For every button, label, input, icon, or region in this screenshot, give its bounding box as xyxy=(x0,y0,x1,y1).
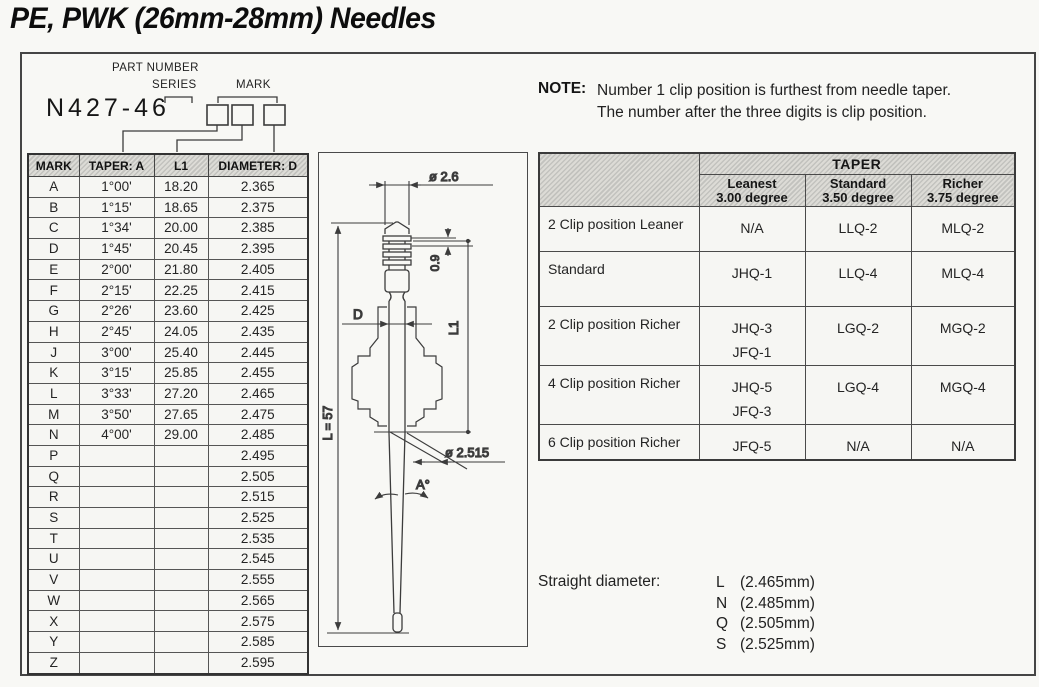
table-cell xyxy=(805,207,911,252)
table-cell xyxy=(154,508,208,529)
straight-diameter-label: Straight diameter: xyxy=(538,573,661,590)
needle-drawing xyxy=(318,152,528,647)
table-cell: 2.555 xyxy=(208,570,308,591)
table-cell: 2.495 xyxy=(208,445,308,466)
table-row xyxy=(28,466,308,487)
column-header xyxy=(805,175,911,207)
table-cell: 2.575 xyxy=(208,611,308,632)
table-cell xyxy=(699,252,805,307)
table-cell: 2°00' xyxy=(79,259,154,280)
table-cell: 27.20 xyxy=(154,383,208,404)
column-header: L1 xyxy=(154,154,208,177)
table-cell: 2.415 xyxy=(208,280,308,301)
table-cell: 23.60 xyxy=(154,301,208,322)
page-title: PE, PWK (26mm-28mm) Needles xyxy=(10,2,436,35)
table-cell xyxy=(805,252,911,307)
table-cell: P xyxy=(28,445,79,466)
table-row xyxy=(28,549,308,570)
table-row xyxy=(28,445,308,466)
cell-line: N/A xyxy=(951,438,975,454)
straight-diameter-entry xyxy=(716,614,815,635)
cell-line: JHQ-5 xyxy=(731,379,773,395)
table-row xyxy=(28,342,308,363)
table-cell xyxy=(911,252,1015,307)
dim-total-length-label: L = 57 xyxy=(321,405,335,441)
table-cell: X xyxy=(28,611,79,632)
dim-top-diameter xyxy=(369,181,493,225)
table-cell xyxy=(79,528,154,549)
straight-diameter-value: (2.505mm) xyxy=(740,615,815,632)
column-header xyxy=(911,175,1015,207)
straight-diameter-entry xyxy=(716,635,815,656)
dim-l1-label: L1 xyxy=(446,320,461,336)
table-row xyxy=(28,363,308,384)
table-cell: 20.45 xyxy=(154,239,208,260)
part-number-code: N427-46 xyxy=(46,94,170,122)
cell-line: JHQ-1 xyxy=(731,265,773,281)
needle-outline xyxy=(383,222,411,632)
table-cell: K xyxy=(28,363,79,384)
straight-diameter-mark: N xyxy=(716,594,728,612)
dim-taper-diameter-label: ø 2.515 xyxy=(445,445,490,460)
mark-label: MARK xyxy=(236,79,271,91)
table-cell: W xyxy=(28,590,79,611)
holder-outline xyxy=(352,307,442,426)
table-cell xyxy=(805,366,911,425)
table-cell: 2.475 xyxy=(208,404,308,425)
table-row xyxy=(28,528,308,549)
table-cell: 2.365 xyxy=(208,177,308,198)
table-row xyxy=(28,508,308,529)
column-header: MARK xyxy=(28,154,79,177)
table-cell xyxy=(154,570,208,591)
table-row xyxy=(28,259,308,280)
table-cell: 2.585 xyxy=(208,632,308,653)
table-row xyxy=(28,239,308,260)
table-cell xyxy=(699,425,805,461)
table-cell xyxy=(154,549,208,570)
table-cell: 1°15' xyxy=(79,197,154,218)
table-cell: 1°00' xyxy=(79,177,154,198)
cell-line: JHQ-3 xyxy=(731,320,773,336)
cell-line: MLQ-4 xyxy=(941,265,985,281)
table-cell xyxy=(154,611,208,632)
table-row xyxy=(28,425,308,446)
table-cell: 25.85 xyxy=(154,363,208,384)
table-cell: 2.515 xyxy=(208,487,308,508)
table-cell xyxy=(154,466,208,487)
column-header-line: Leanest xyxy=(727,175,777,191)
table-cell: 20.00 xyxy=(154,218,208,239)
cell-line: MGQ-4 xyxy=(939,379,986,395)
dim-angle-label: A° xyxy=(416,477,430,492)
table-cell: 22.25 xyxy=(154,280,208,301)
table-cell xyxy=(79,466,154,487)
table-cell: 1°45' xyxy=(79,239,154,260)
cell-line: N/A xyxy=(846,438,870,454)
mark-box-2 xyxy=(232,105,253,125)
table-cell: 3°00' xyxy=(79,342,154,363)
table-cell: A xyxy=(28,177,79,198)
table-row xyxy=(28,590,308,611)
cell-line: LLQ-2 xyxy=(838,220,878,236)
table-cell: 2°26' xyxy=(79,301,154,322)
taper-title-row xyxy=(539,153,1015,175)
table-cell: C xyxy=(28,218,79,239)
table-row xyxy=(28,570,308,591)
table-cell: D xyxy=(28,239,79,260)
column-header-line: Standard xyxy=(829,175,887,191)
series-label: SERIES xyxy=(152,79,197,91)
table-row xyxy=(28,301,308,322)
part-number-diagram xyxy=(20,52,320,156)
mark-box-1 xyxy=(207,105,228,125)
table-cell: Q xyxy=(28,466,79,487)
table-cell xyxy=(79,487,154,508)
connector-line-1 xyxy=(123,125,217,152)
table-row xyxy=(539,425,1015,461)
table-row xyxy=(28,383,308,404)
table-cell xyxy=(805,425,911,461)
table-cell xyxy=(154,590,208,611)
series-bracket xyxy=(165,97,192,103)
table-cell: R xyxy=(28,487,79,508)
table-row xyxy=(539,252,1015,307)
needle-table-body xyxy=(28,177,308,674)
table-cell: J xyxy=(28,342,79,363)
dim-angle xyxy=(375,493,428,499)
table-cell: 2.435 xyxy=(208,321,308,342)
table-row xyxy=(28,321,308,342)
needle-spec-table xyxy=(27,153,309,675)
table-cell xyxy=(79,590,154,611)
straight-diameter-mark: S xyxy=(716,635,727,653)
table-cell: 3°50' xyxy=(79,404,154,425)
column-header-line: 3.75 degree xyxy=(926,189,999,205)
table-cell: 21.80 xyxy=(154,259,208,280)
table-cell: 3°33' xyxy=(79,383,154,404)
table-cell: 2.445 xyxy=(208,342,308,363)
straight-diameter-value: (2.485mm) xyxy=(740,594,815,612)
table-cell xyxy=(699,366,805,425)
straight-diameter-value: (2.465mm) xyxy=(740,574,815,591)
table-cell: V xyxy=(28,570,79,591)
table-cell xyxy=(79,549,154,570)
table-cell xyxy=(699,307,805,366)
straight-diameter-entry xyxy=(716,594,815,615)
table-cell xyxy=(154,632,208,653)
table-row xyxy=(28,611,308,632)
table-cell xyxy=(154,528,208,549)
table-cell: 2.465 xyxy=(208,383,308,404)
table-cell xyxy=(79,611,154,632)
dim-groove-pitch-label: 0.9 xyxy=(428,254,442,272)
table-row xyxy=(28,487,308,508)
table-cell: E xyxy=(28,259,79,280)
table-row xyxy=(28,218,308,239)
table-cell: 18.20 xyxy=(154,177,208,198)
table-cell xyxy=(154,445,208,466)
note-text xyxy=(597,80,1027,124)
table-cell: 2.425 xyxy=(208,301,308,322)
column-header: DIAMETER: D xyxy=(208,154,308,177)
cell-line: N/A xyxy=(740,220,764,236)
table-row xyxy=(539,307,1015,366)
table-row xyxy=(28,177,308,198)
table-cell: 2.565 xyxy=(208,590,308,611)
table-cell: M xyxy=(28,404,79,425)
table-row xyxy=(539,207,1015,252)
table-cell: L xyxy=(28,383,79,404)
row-label: Standard xyxy=(539,252,699,307)
table-cell xyxy=(911,366,1015,425)
part-number-label: PART NUMBER xyxy=(112,62,199,74)
mark-box-3 xyxy=(264,105,285,125)
taper-table-body xyxy=(539,207,1015,461)
cell-line: JFQ-1 xyxy=(732,344,772,360)
table-row xyxy=(28,404,308,425)
table-cell: 2.595 xyxy=(208,652,308,673)
table-cell: 24.05 xyxy=(154,321,208,342)
table-cell: 2.535 xyxy=(208,528,308,549)
table-cell xyxy=(79,632,154,653)
cell-line: LLQ-4 xyxy=(838,265,878,281)
row-label: 2 Clip position Richer xyxy=(539,307,699,366)
table-cell: 2.405 xyxy=(208,259,308,280)
dim-groove-pitch xyxy=(411,228,473,256)
table-cell xyxy=(79,570,154,591)
note-label: NOTE: xyxy=(538,80,587,97)
table-cell xyxy=(79,652,154,673)
straight-diameter-mark: Q xyxy=(716,615,729,632)
table-row xyxy=(28,632,308,653)
table-cell: 29.00 xyxy=(154,425,208,446)
cell-line: JFQ-5 xyxy=(732,438,772,454)
table-cell: 3°15' xyxy=(79,363,154,384)
column-header: TAPER: A xyxy=(79,154,154,177)
table-cell xyxy=(911,425,1015,461)
table-cell: S xyxy=(28,508,79,529)
column-header-line: 3.50 degree xyxy=(822,189,894,205)
table-cell: 2.525 xyxy=(208,508,308,529)
table-cell: 2.485 xyxy=(208,425,308,446)
note-line-1: Number 1 clip position is furthest from needle taper. xyxy=(597,82,952,99)
table-cell xyxy=(154,652,208,673)
table-cell: Y xyxy=(28,632,79,653)
cell-line: LGQ-4 xyxy=(836,379,879,395)
cell-line: MLQ-2 xyxy=(941,220,985,236)
table-cell xyxy=(154,487,208,508)
table-cell: 4°00' xyxy=(79,425,154,446)
dim-d-label: D xyxy=(353,307,363,322)
table-cell: T xyxy=(28,528,79,549)
table-row xyxy=(28,197,308,218)
table-cell: 25.40 xyxy=(154,342,208,363)
table-cell: 27.65 xyxy=(154,404,208,425)
straight-diameter-entry xyxy=(716,573,815,594)
table-cell xyxy=(699,207,805,252)
needle-table-header-row xyxy=(28,154,308,177)
table-cell: 2.455 xyxy=(208,363,308,384)
table-cell xyxy=(911,307,1015,366)
column-header xyxy=(699,175,805,207)
table-cell: B xyxy=(28,197,79,218)
table-cell: U xyxy=(28,549,79,570)
taper-table xyxy=(538,152,1016,461)
table-row xyxy=(28,652,308,673)
table-cell: H xyxy=(28,321,79,342)
straight-diameter-list xyxy=(716,573,815,655)
table-cell: 2°15' xyxy=(79,280,154,301)
row-label: 2 Clip position Leaner xyxy=(539,207,699,252)
table-cell: Z xyxy=(28,652,79,673)
table-cell: 1°34' xyxy=(79,218,154,239)
table-cell xyxy=(79,445,154,466)
column-header-line: 3.00 degree xyxy=(716,189,788,205)
cell-line: JFQ-3 xyxy=(732,403,772,419)
straight-diameter-value: (2.525mm) xyxy=(740,635,815,653)
table-cell: 2.375 xyxy=(208,197,308,218)
cell-line: LGQ-2 xyxy=(836,320,879,336)
column-header-line: Richer xyxy=(942,175,983,191)
taper-table-title: TAPER xyxy=(699,153,1015,175)
table-cell: N xyxy=(28,425,79,446)
connector-line-2 xyxy=(177,125,242,152)
mark-bracket xyxy=(218,97,277,103)
straight-diameter-mark: L xyxy=(716,574,725,591)
table-cell xyxy=(805,307,911,366)
note-line-2: The number after the three digits is clip position. xyxy=(597,104,927,121)
dim-total-length xyxy=(327,223,409,633)
table-cell xyxy=(79,508,154,529)
dim-top-diameter-label: ø 2.6 xyxy=(429,169,459,184)
table-cell xyxy=(911,207,1015,252)
table-cell: 18.65 xyxy=(154,197,208,218)
table-cell: 2.385 xyxy=(208,218,308,239)
row-label: 4 Clip position Richer xyxy=(539,366,699,425)
table-row xyxy=(539,366,1015,425)
table-cell: 2.545 xyxy=(208,549,308,570)
table-cell: 2°45' xyxy=(79,321,154,342)
table-cell: G xyxy=(28,301,79,322)
row-label: 6 Clip position Richer xyxy=(539,425,699,461)
taper-corner-cell xyxy=(539,153,699,207)
cell-line: MGQ-2 xyxy=(939,320,986,336)
table-cell: 2.505 xyxy=(208,466,308,487)
table-row xyxy=(28,280,308,301)
table-cell: 2.395 xyxy=(208,239,308,260)
table-cell: F xyxy=(28,280,79,301)
